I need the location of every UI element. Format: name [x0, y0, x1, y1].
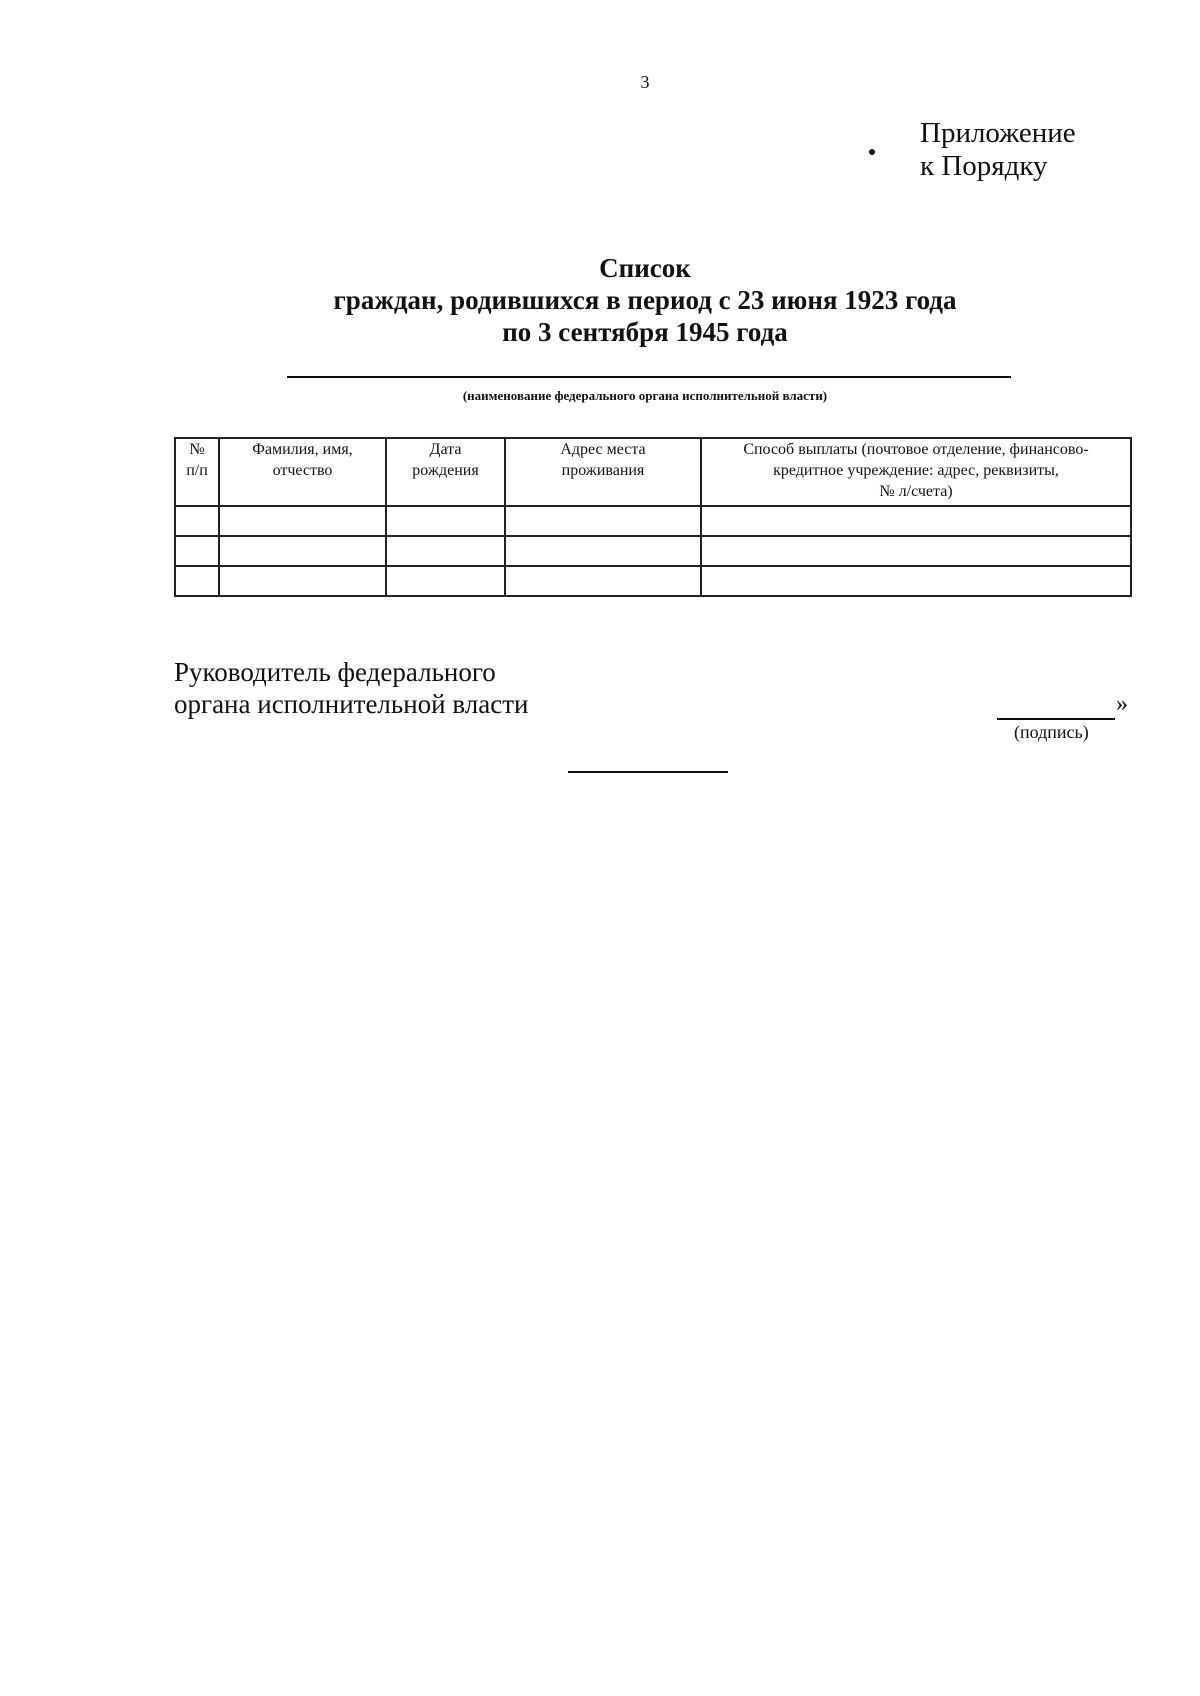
signer-line-2: органа исполнительной власти — [174, 689, 529, 719]
cell-birth-date — [386, 566, 505, 596]
table-row — [175, 566, 1131, 596]
cell-full-name — [219, 506, 386, 536]
header-payment-line-2: кредитное учреждение: адрес, реквизиты, — [773, 462, 1059, 479]
signature-line — [997, 718, 1115, 720]
title-line-2: граждан, родившихся в период с 23 июня 1923 года — [333, 285, 957, 315]
cell-number — [175, 536, 219, 566]
appendix-label — [920, 117, 1076, 183]
dot-mark — [869, 149, 875, 155]
header-birth-line-2: рождения — [412, 462, 479, 479]
header-address — [505, 438, 701, 506]
header-address-line-1: Адрес места — [560, 441, 646, 458]
end-separator-line — [568, 771, 728, 773]
header-address-line-2: проживания — [561, 462, 645, 479]
cell-birth-date — [386, 506, 505, 536]
title-line-1: Список — [599, 253, 691, 283]
signature-caption: (подпись) — [1014, 722, 1089, 742]
table-row — [175, 506, 1131, 536]
document-title — [0, 252, 1200, 348]
header-number — [175, 438, 219, 506]
org-name-line — [287, 376, 1011, 378]
cell-birth-date — [386, 536, 505, 566]
cell-full-name — [219, 566, 386, 596]
header-number-line-1: № — [189, 441, 205, 458]
org-name-caption: (наименование федерального органа исполнительной власти) — [462, 388, 828, 403]
appendix-line-1: Приложение — [920, 117, 1076, 149]
cell-payment-method — [701, 536, 1131, 566]
header-payment-line-1: Способ выплаты (почтовое отделение, финансово- — [743, 441, 1089, 458]
cell-address — [505, 536, 701, 566]
signer-line-1: Руководитель федерального — [174, 657, 496, 687]
cell-payment-method — [701, 566, 1131, 596]
cell-number — [175, 566, 219, 596]
cell-full-name — [219, 536, 386, 566]
header-payment-line-3: № л/счета) — [879, 483, 953, 500]
header-payment-method — [701, 438, 1131, 506]
appendix-line-2: к Порядку — [920, 150, 1048, 182]
page-number: 3 — [640, 72, 650, 92]
header-full-name — [219, 438, 386, 506]
header-number-line-2: п/п — [186, 462, 208, 479]
closing-quote: » — [1116, 691, 1128, 717]
header-birth-line-1: Дата — [429, 441, 462, 458]
citizens-table — [174, 437, 1132, 597]
cell-number — [175, 506, 219, 536]
cell-address — [505, 566, 701, 596]
header-name-line-1: Фамилия, имя, — [252, 441, 353, 458]
title-line-3: по 3 сентября 1945 года — [502, 317, 788, 347]
header-birth-date — [386, 438, 505, 506]
cell-payment-method — [701, 506, 1131, 536]
signer-title — [174, 656, 528, 720]
header-name-line-2: отчество — [272, 462, 333, 479]
table-header-row — [175, 438, 1131, 506]
table-row — [175, 536, 1131, 566]
cell-address — [505, 506, 701, 536]
